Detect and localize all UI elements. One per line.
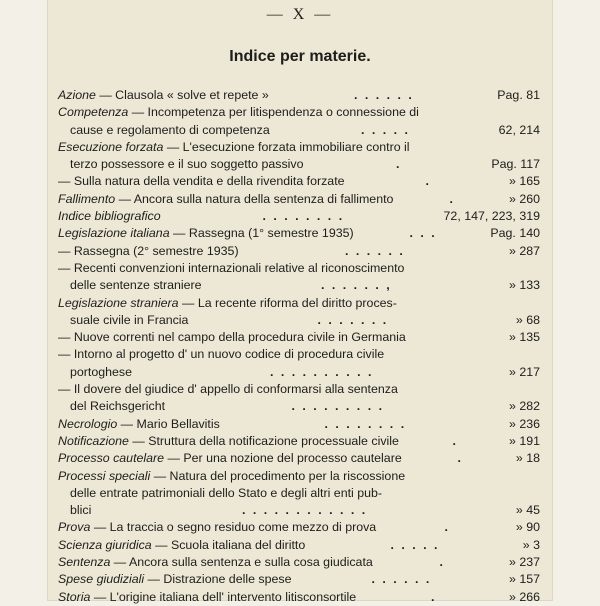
dot-leader: . [457, 451, 463, 466]
entry-text [70, 122, 270, 139]
entry-page-ref: Pag. 140 [490, 226, 540, 241]
index-entry [58, 502, 540, 519]
entry-text [58, 537, 305, 554]
index-entry [58, 104, 540, 121]
dot-leader: . . . . . . [371, 572, 432, 587]
entry-description: — Rassegna (2° semestre 1935) [58, 243, 239, 258]
dot-leader: . . . . . . . . . . [270, 364, 374, 379]
entry-description: cause e regolamento di competenza [70, 122, 270, 137]
index-entry [58, 416, 540, 433]
index-entry [58, 519, 540, 536]
entry-description: — Ancora sulla natura della sentenza di fallimento [115, 191, 394, 206]
entry-text [58, 225, 354, 242]
entry-page-ref: 72, 147, 223, 319 [443, 209, 540, 224]
dot-leader: . . . . . . [345, 243, 405, 258]
entry-topic: Esecuzione forzata [58, 139, 164, 154]
dot-leader: . . . . . . . . [324, 416, 407, 431]
entry-text [58, 191, 393, 208]
entry-topic: Fallimento [58, 191, 116, 206]
index-entry [58, 329, 540, 346]
index-entry [58, 243, 540, 260]
entry-text [58, 346, 384, 363]
entry-text [70, 312, 188, 329]
index-entry [58, 312, 540, 329]
index-entry [58, 485, 540, 502]
entry-description: — L'esecuzione forzata immobiliare contro il [163, 139, 410, 154]
dot-leader: . . . . . . . . . [291, 399, 385, 414]
index-entry [58, 398, 540, 415]
dot-leader: . . . . . [390, 537, 440, 552]
entry-description: — Clausola « solve et repete » [95, 88, 269, 102]
dot-leader: . [449, 191, 455, 206]
entry-description: — Incompetenza per litispendenza o connessione di [128, 105, 419, 120]
entry-topic: Azione [58, 88, 96, 102]
entry-text [58, 416, 220, 433]
index-entry [58, 122, 540, 139]
dot-leader: . . . . . . , [321, 278, 392, 293]
entry-description: — Ancora sulla sentenza e sulla cosa giudicata [110, 555, 373, 570]
index-entry [58, 225, 540, 242]
entry-page-ref: » 266 [508, 589, 540, 604]
entry-description: delle sentenze straniere [70, 278, 202, 293]
entry-page-ref: » 68 [515, 312, 540, 327]
entry-page-ref: » 237 [508, 555, 540, 570]
index-entry [58, 87, 540, 104]
dot-leader: . . . . . . . . [262, 209, 345, 224]
entry-page-ref: » 260 [508, 191, 540, 206]
entry-text [70, 502, 91, 519]
dot-leader: . . . [409, 226, 437, 241]
entry-text [58, 571, 292, 588]
entry-description: blici [70, 503, 92, 518]
dot-leader: . [425, 174, 431, 189]
dot-leader: . [431, 589, 437, 604]
index-entry [58, 173, 540, 190]
entry-text [58, 450, 402, 467]
index-entry [58, 208, 540, 225]
entry-page-ref: » 165 [508, 174, 540, 189]
entry-description: — Sulla natura della vendita e della rivendita forzate [58, 174, 345, 189]
index-entry [58, 156, 540, 173]
entry-page-ref: » 90 [515, 520, 540, 535]
entry-text [58, 104, 419, 121]
entry-description: delle entrate patrimoniali dello Stato e degli altri enti pub- [70, 485, 383, 500]
index-entry [58, 450, 540, 467]
entry-page-ref: » 287 [508, 243, 540, 258]
entry-text [58, 554, 373, 571]
entry-description: del Reichsgericht [70, 399, 166, 414]
entry-page-ref: » 45 [515, 503, 540, 518]
entry-text [58, 468, 405, 485]
dot-leader: . . . . . . . . . . . . [242, 503, 368, 518]
entry-topic: Spese giudiziali [58, 572, 145, 587]
entry-page-ref: Pag. 117 [491, 157, 540, 172]
entry-topic: Scienza giuridica [58, 537, 152, 552]
entry-text [58, 139, 410, 156]
index-entry [58, 277, 540, 294]
entry-description: — Mario Bellavitis [117, 416, 220, 431]
entry-text [58, 295, 397, 312]
dot-leader: . [439, 555, 445, 570]
entry-text [58, 87, 269, 104]
page-number: — X — [266, 6, 334, 23]
index-entry [58, 295, 540, 312]
entry-topic: Processi speciali [58, 468, 151, 483]
entry-page-ref: » 133 [508, 278, 540, 293]
entry-text [58, 208, 161, 225]
entry-topic: Storia [58, 589, 91, 604]
entry-text [58, 381, 398, 398]
entry-description: — Il dovere del giudice d' appello di conformarsi alla sentenza [58, 382, 398, 397]
entry-topic: Processo cautelare [58, 451, 165, 466]
entry-description: — Distrazione delle spese [144, 572, 292, 587]
entry-description: portoghese [70, 364, 133, 379]
book-page [48, 0, 552, 604]
index-entries [58, 87, 540, 606]
entry-topic: Competenza [58, 105, 129, 120]
entry-description: — La recente riforma del diritto proces- [178, 295, 397, 310]
dot-leader: . [452, 433, 458, 448]
entry-page-ref: » 135 [508, 330, 540, 345]
entry-page-ref: » 282 [508, 399, 540, 414]
entry-text [58, 329, 406, 346]
entry-page-ref: » 217 [508, 364, 540, 379]
entry-topic: Necrologio [58, 416, 118, 431]
entry-description: — Scuola italiana del diritto [151, 537, 306, 552]
entry-text [70, 398, 165, 415]
entry-page-ref: 62, 214 [498, 122, 540, 137]
entry-description: terzo possessore e il suo soggetto passivo [70, 157, 304, 172]
dot-leader: . [444, 520, 450, 535]
entry-text [58, 589, 356, 606]
entry-text [58, 519, 376, 536]
entry-page-ref: » 18 [515, 451, 540, 466]
entry-text [70, 277, 202, 294]
index-entry [58, 260, 540, 277]
index-entry [58, 346, 540, 363]
entry-description: — Rassegna (1° semestre 1935) [169, 226, 354, 241]
index-entry [58, 139, 540, 156]
index-entry [58, 589, 540, 606]
page-title: Indice per materie. [229, 48, 371, 65]
entry-text [70, 364, 132, 381]
entry-topic: Indice bibliografico [58, 209, 161, 224]
entry-text [58, 433, 399, 450]
entry-description: — Recenti convenzioni internazionali relative al riconoscimento [58, 260, 405, 275]
index-entry [58, 381, 540, 398]
entry-description: — Natura del procedimento per la riscossione [150, 468, 406, 483]
entry-description: — Per una nozione del processo cautelare [164, 451, 402, 466]
entry-topic: Legislazione straniera [58, 295, 179, 310]
entry-description: — L'origine italiana dell' intervento litisconsortile [90, 589, 357, 604]
entry-page-ref: » 191 [508, 433, 540, 448]
index-entry [58, 554, 540, 571]
dot-leader: . . . . . [361, 122, 410, 137]
entry-page-ref: » 236 [508, 416, 540, 431]
entry-description: — Nuove correnti nel campo della procedura civile in Germania [58, 330, 406, 345]
entry-description: — La traccia o segno residuo come mezzo di prova [90, 520, 377, 535]
entry-topic: Notificazione [58, 433, 129, 448]
entry-description: suale civile in Francia [70, 312, 189, 327]
entry-topic: Prova [58, 520, 91, 535]
entry-text [58, 260, 404, 277]
index-entry [58, 537, 540, 554]
entry-text [70, 156, 304, 173]
entry-text [70, 485, 382, 502]
entry-topic: Legislazione italiana [58, 226, 170, 241]
entry-page-ref: » 157 [508, 572, 540, 587]
entry-description: — Intorno al progetto d' un nuovo codice di procedura civile [58, 347, 385, 362]
entry-page-ref: » 3 [522, 537, 540, 552]
entry-description: — Struttura della notificazione processuale civile [128, 433, 399, 448]
index-entry [58, 364, 540, 381]
dot-leader: . [396, 157, 402, 172]
dot-leader: . . . . . . . [317, 312, 389, 327]
entry-topic: Sentenza [58, 555, 111, 570]
index-entry [58, 433, 540, 450]
entry-text [58, 173, 345, 190]
index-entry [58, 191, 540, 208]
entry-page-ref: Pag. 81 [497, 88, 540, 102]
entry-text [58, 243, 239, 260]
index-entry [58, 468, 540, 485]
index-entry [58, 571, 540, 588]
dot-leader: . . . . . . [354, 88, 414, 102]
